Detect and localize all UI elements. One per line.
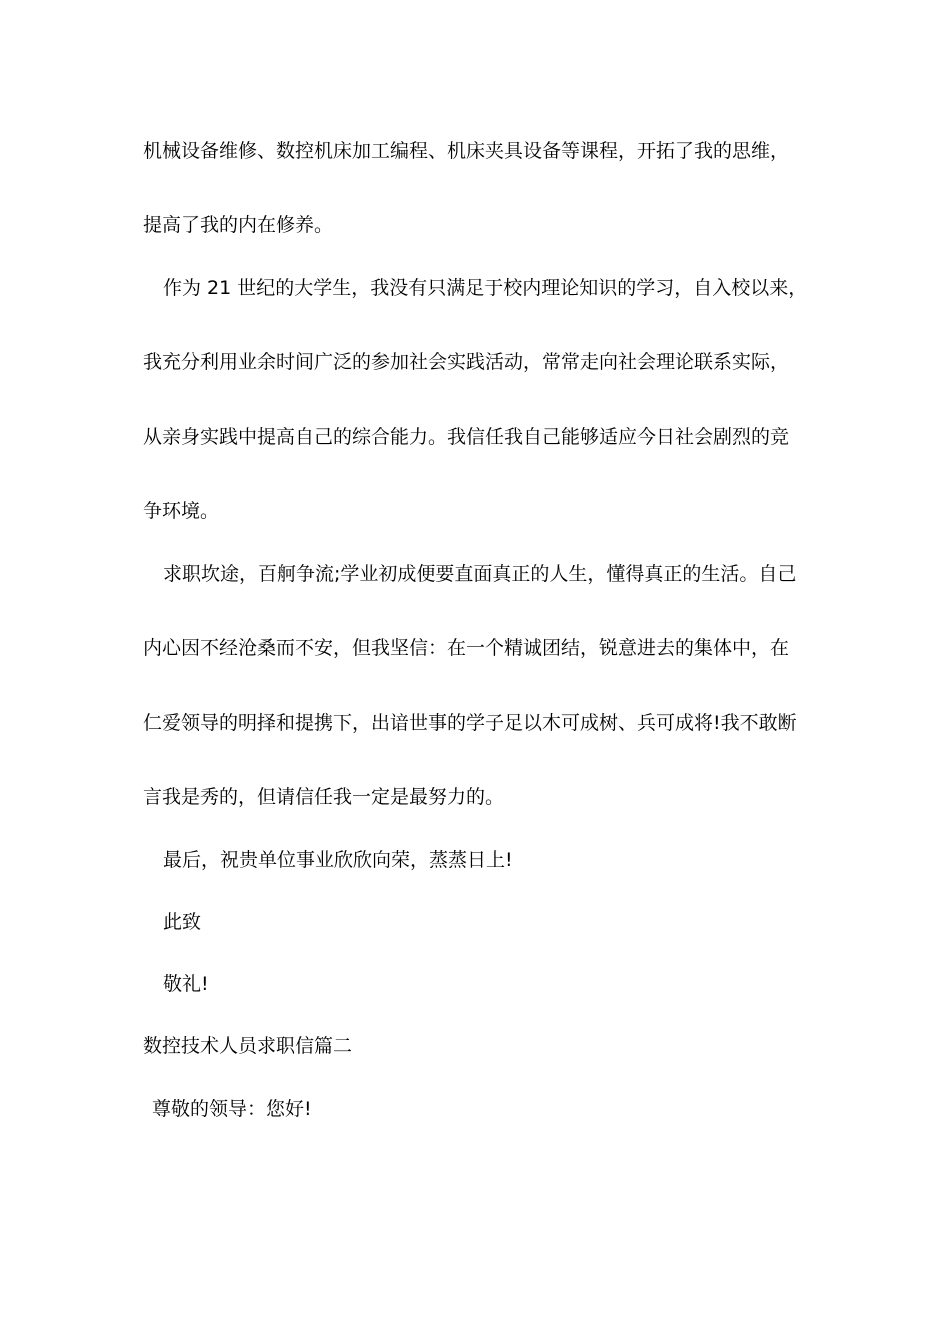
paragraph-line: 机械设备维修、数控机床加工编程、机床夹具设备等课程，开拓了我的思维， bbox=[143, 140, 790, 162]
paragraph-line: 我充分利用业余时间广泛的参加社会实践活动，常常走向社会理论联系实际， bbox=[143, 351, 790, 373]
salutation-line: 敬礼! bbox=[163, 973, 209, 995]
greeting-line: 尊敬的领导：您好! bbox=[152, 1098, 312, 1120]
paragraph-line: 争环境。 bbox=[143, 500, 220, 522]
paragraph-line: 内心因不经沧桑而不安，但我坚信：在一个精诚团结，锐意进去的集体中，在 bbox=[143, 637, 790, 659]
paragraph-line: 提高了我的内在修养。 bbox=[143, 214, 334, 236]
paragraph-line: 从亲身实践中提高自己的综合能力。我信任我自己能够适应今日社会剧烈的竞 bbox=[143, 426, 790, 448]
paragraph-line: 言我是秀的，但请信任我一定是最努力的。 bbox=[143, 786, 505, 808]
paragraph-line: 仁爱领导的明择和提携下，出谙世事的学子足以木可成树、兵可成将!我不敢断 bbox=[143, 712, 797, 734]
closing-wish-line: 最后，祝贵单位事业欣欣向荣，蒸蒸日上! bbox=[163, 849, 513, 871]
salutation-line: 此致 bbox=[163, 911, 202, 933]
paragraph-line: 求职坎途，百舸争流;学业初成便要直面真正的人生，懂得真正的生活。自己 bbox=[163, 563, 797, 585]
section-heading: 数控技术人员求职信篇二 bbox=[143, 1035, 353, 1057]
paragraph-line: 作为 21 世纪的大学生，我没有只满足于校内理论知识的学习，自入校以来， bbox=[163, 277, 808, 299]
